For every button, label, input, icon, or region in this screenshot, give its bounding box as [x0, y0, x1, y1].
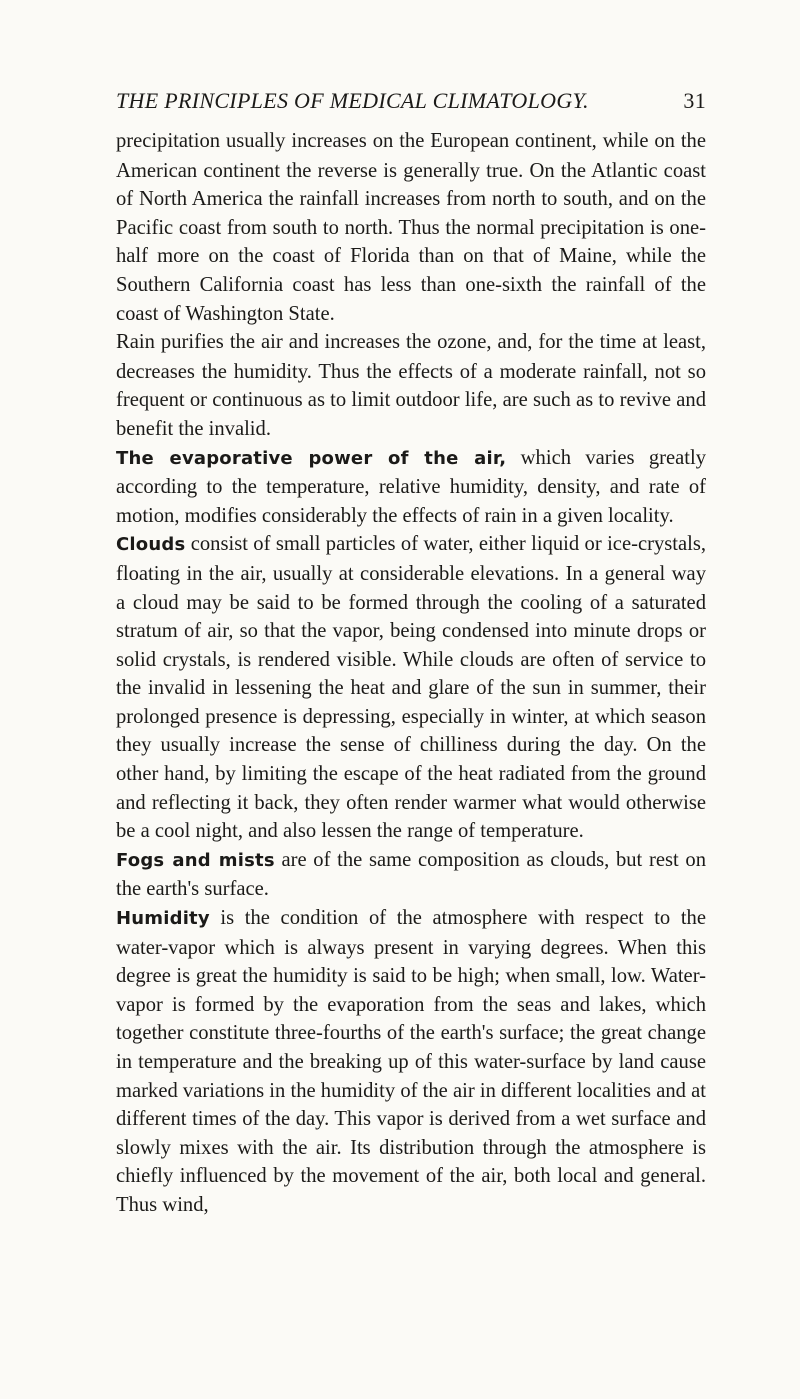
paragraph-evaporative-power: [116, 444, 706, 531]
paragraph-text: Rain purifies the air and increases the ozone, and, for the time at least, decreases the humidity. Thus the effects of a moderate rainfall, not so frequent or continuous as to limit outdoor life, are such as to revive and benefit the invalid.: [116, 331, 706, 440]
paragraph-text: consist of small particles of water, either liquid or ice-crystals, floating in the air, usually at considerable elevations. In a general way a cloud may be said to be formed through the cooling of a saturated stratum of air, so that the vapor, being condensed into minute drops or solid crystals, is rendered visible. While clouds are often of service to the invalid in lessening the heat and glare of the sun in summer, their prolonged presence is depressing, especially in winter, at which season they usually increase the sense of chilliness during the day. On the other hand, by limiting the escape of the heat radiated from the ground and reflecting it back, they often render warmer what would otherwise be a cool night, and also lessen the range of temperature.: [116, 533, 706, 843]
paragraph-term: Clouds: [116, 534, 186, 556]
paragraph-text: which varies greatly according to the temperature, relative humidity, density, and rate of motion, modifies considerably the effects of rain in a given locality.: [116, 446, 706, 527]
paragraph-humidity: [116, 904, 706, 1220]
paragraph-rain: [116, 328, 706, 443]
running-head: [116, 88, 706, 114]
body-text: [116, 127, 706, 1220]
paragraph-fogs: [116, 846, 706, 904]
paragraph-text: are of the same composition as clouds, but rest on the earth's surface.: [116, 848, 706, 901]
paragraph-term: The evaporative power of the air,: [116, 447, 507, 469]
paragraph-precipitation: [116, 127, 706, 328]
running-title: THE PRINCIPLES OF MEDICAL CLIMATOLOGY.: [116, 88, 589, 113]
paragraph-term: Humidity: [116, 908, 210, 930]
paragraph-text: is the condition of the atmosphere with respect to the water-vapor which is always present in varying degrees. When this degree is great the humidity is said to be high; when small, low. Water-vapor is formed by the evaporation from the seas and lakes, which together constitute three-fourths of the earth's surface; the great change in temperature and the breaking up of this water-surface by land cause marked variations in the humidity of the air in different localities and at different times of the day. This vapor is derived from a wet surface and slowly mixes with the air. Its distribution through the atmosphere is chiefly influenced by the movement of the air, both local and general. Thus wind,: [116, 907, 706, 1216]
paragraph-clouds: [116, 530, 706, 846]
page-number: 31: [683, 88, 706, 113]
paragraph-term: Fogs and mists: [116, 849, 275, 871]
paragraph-text: precipitation usually increases on the European continent, while on the American continent the reverse is generally true. On the Atlantic coast of North America the rainfall increases from north to south, and on the Pacific coast from south to north. Thus the normal precipitation is one-half more on the coast of Florida than on that of Maine, while the Southern California coast has less than one-sixth the rainfall of the coast of Washington State.: [116, 130, 706, 325]
